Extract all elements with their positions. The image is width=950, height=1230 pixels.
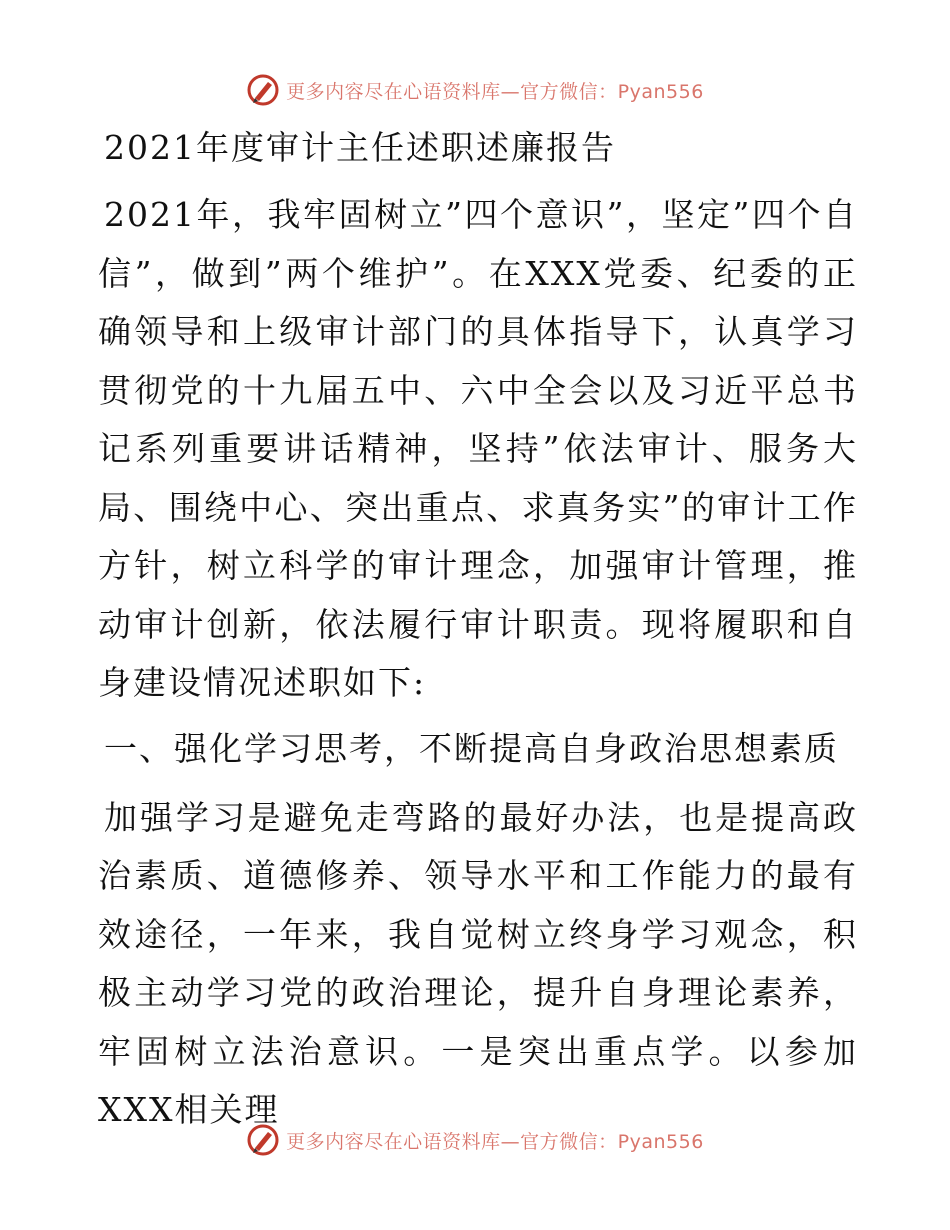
watermark-text: 更多内容尽在心语资料库—官方微信：Pyan556	[286, 80, 704, 103]
document-title: 2021年度审计主任述职述廉报告	[104, 128, 616, 167]
footer-watermark	[0, 1122, 950, 1158]
section-heading: 一、强化学习思考，不断提高自身政治思想素质	[104, 728, 839, 768]
pen-logo-icon	[246, 1123, 280, 1157]
intro-paragraph: 2021年，我牢固树立”四个意识”，坚定”四个自信”，做到”两个维护”。在XXX党委、纪委的正确领导和上级审计部门的具体指导下，认真学习贯彻党的十九届五中、六中全会以及习近平总书记系列重要讲话精神，坚持”依法审计、服务大局、围绕中心、突出重点、求真务实”的审计工作方针，树立科学的审计理念，加强审计管理，推动审计创新，依法履行审计职责。现将履职和自身建设情况述职如下:	[98, 195, 858, 702]
pen-logo-icon	[246, 73, 280, 107]
section-paragraph: 加强学习是避免走弯路的最好办法，也是提高政治素质、道德修养、领导水平和工作能力的最有效途径，一年来，我自觉树立终身学习观念，积极主动学习党的政治理论，提升自身理论素养，牢固树立法治意识。一是突出重点学。以参加XXX相关理	[98, 797, 858, 1129]
document-body	[98, 122, 858, 1150]
watermark-text: 更多内容尽在心语资料库—官方微信：Pyan556	[286, 1130, 704, 1153]
header-watermark	[0, 72, 950, 108]
